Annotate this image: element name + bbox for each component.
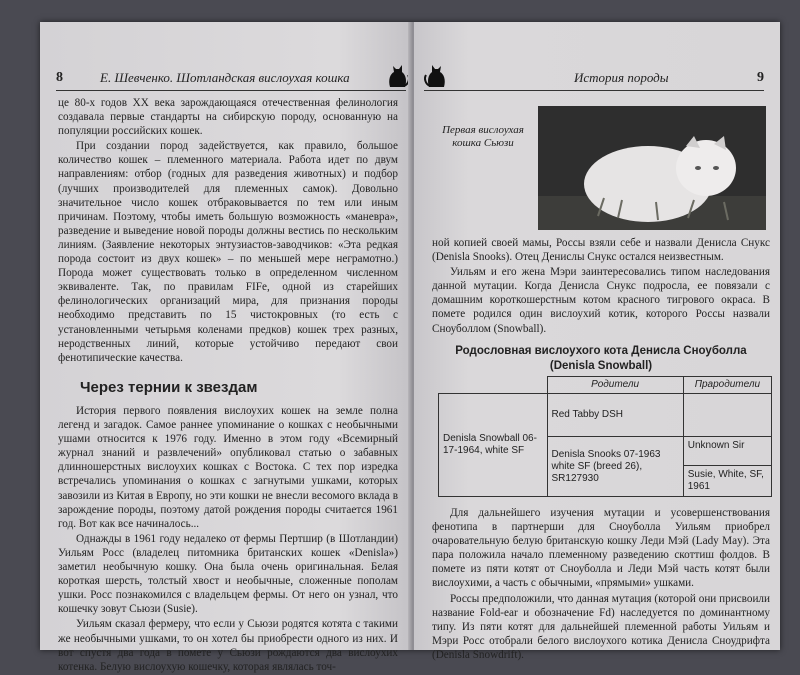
section-text-block (58, 404, 398, 675)
pedigree-table (438, 376, 772, 497)
dam-sire-cell: Unknown Sir (684, 437, 771, 466)
right-page (414, 22, 780, 661)
dam-cell: Denisla Snooks 07-1963 white SF (breed 26), SR127930 (547, 437, 683, 497)
col-parents-header: Родители (547, 377, 683, 394)
sire-grandparents-cell (683, 394, 771, 437)
table-row (439, 394, 772, 437)
right-header-title: История породы (574, 70, 669, 85)
paragraph: При создании пород задействуется, как правило, большое количество кошек – племенного материала. Работа идет по двум направлениям: отбор (годных для разведения животных) и подбор (лучших производителей для племенных самок). Довольно значительное число кошек отбраковывается по тем или иным причинам. Поэтому, чтобы иметь большую возможность «маневра», разведение и выведение новой породы должны вестись по нескольким линиям. (Заявление некоторых энтузиастов-заводчиков: «Эта редкая порода состоит из двух кошек» – по меньшей мере неграмотно.) Порода может существовать только в определенном численном эквиваленте. Так, по правилам FIFe, одной из старейших фелинологических организаций мира, для признания породы необходимо представить по 15 чистокровных (то есть с установленными четырьмя коленами предков) кошек трех разных, неродственных линий, которые устойчиво передают свои фенотипические качества. (58, 140, 398, 364)
sire-cell: Red Tabby DSH (547, 394, 683, 437)
left-page-number: 8 (56, 70, 63, 85)
dam-grandparents-cell (683, 437, 771, 497)
left-header-title: Е. Шевченко. Шотландская вислоухая кошка (100, 70, 350, 85)
paragraph: История первого появления вислоухих кошек на земле полна легенд и загадок. Самое раннее упоминание о кошках с необычными ушами относится к 1976 году. Именно в этом году «Всемирный журнал знаний и развлечений» опубликовал статью о забавных длинношерстных вислоухих кошках с Востока. С тех пор изредка встречались упоминания о кошках с загнутыми ушками, которых завозили из Китая в Европу, но эти кошки не внесли весомого вклада в зарождение породы, поэтому датой рождения породы считается 1961 год. Вот как все начиналось... (58, 405, 398, 530)
photo-caption: Первая вислоухая кошка Сьюзи (442, 124, 524, 149)
col-grandparents-header: Прародители (683, 377, 771, 394)
paragraph: Уильям сказал фермеру, что если у Сьюзи родятся котята с такими же необычными ушками, то он хотел бы приобрести одного из них. И вот спустя два года в помете у Сьюзи рождаются два вислоухих котенка. Белую вислоухую кошечку, которая являлась точ- (58, 618, 398, 673)
paragraph: Россы предположили, что данная мутация (которой они присвоили название Fold-ear и обозначение Fd) наследуется по доминантному типу. Из пяти котят для дальнейшей племенной работы Уильям и Мэри Росс отобрали белого вислоухого котика Денисла Сноудрифта (Denisla Snowdrift). (432, 592, 770, 661)
book-spread (40, 22, 780, 673)
paragraph: Однажды в 1961 году недалеко от фермы Пертшир (в Шотландии) Уильям Росс (владелец питомника британских кошек «Denisla») заметил необычную кошку. Она была очень оригинальная. Белая короткая шерсть, толстый хвост и необычные, сложенные пополам ушки. Росс познакомился с владельцем фермы. От него он узнал, что кошечку зовут Сьюзи (Susie). (58, 532, 398, 616)
paragraph: це 80-х годов XX века зарождающаяся отечественная фелинология создавала первые стандарты на сибирскую породу, основанную на популяции российских кошек. (58, 97, 398, 138)
section-heading: Через тернии к звездам (80, 379, 258, 396)
right-page-number: 9 (757, 70, 764, 85)
dam-dam-cell: Susie, White, SF, 1961 (687, 469, 764, 492)
cat-silhouette-icon (384, 60, 410, 88)
cat-photo (538, 106, 766, 230)
paragraph: Для дальнейшего изучения мутации и усовершенствования фенотипа в партнерши для Сноуболла Уильям приобрел очаровательную белую британскую кошку Леди Мэй (Lady May). Эта пара положила начало племенному разведению скоттиш фолдов. В помете из пяти котят от Сноуболла и Леди Мэй часть котят были вислоухими, а часть с обычными, «прямыми» ушками. (432, 507, 770, 590)
right-running-header (424, 68, 764, 91)
paragraph: Уильям и его жена Мэри заинтересовались типом наследования данной мутации. Когда Денисла Снукс подросла, ее повязали с домашним короткошерстным котом красного тигрового окраса. В помете родился один вислоухий котик, которого Россы назвали Сноуболлом (Snowball). (432, 266, 770, 335)
left-running-header (56, 68, 406, 91)
pedigree-table-title: Родословная вислоухого кота Денисла Сноуболла (Denisla Snowball) (455, 345, 747, 372)
intro-text-block (58, 96, 398, 366)
left-page (40, 22, 412, 673)
right-text-top (432, 236, 770, 337)
cat-silhouette-icon (424, 60, 450, 88)
paragraph: ной копией своей мамы, Россы взяли себе и назвали Денисла Снукс (Denisla Snooks). Отец Денислы Снукс остался неизвестным. (432, 237, 770, 264)
subject-cell: Denisla Snowball 06-17-1964, white SF (439, 394, 548, 497)
table-header-row (439, 377, 772, 394)
right-text-bottom (432, 506, 770, 663)
